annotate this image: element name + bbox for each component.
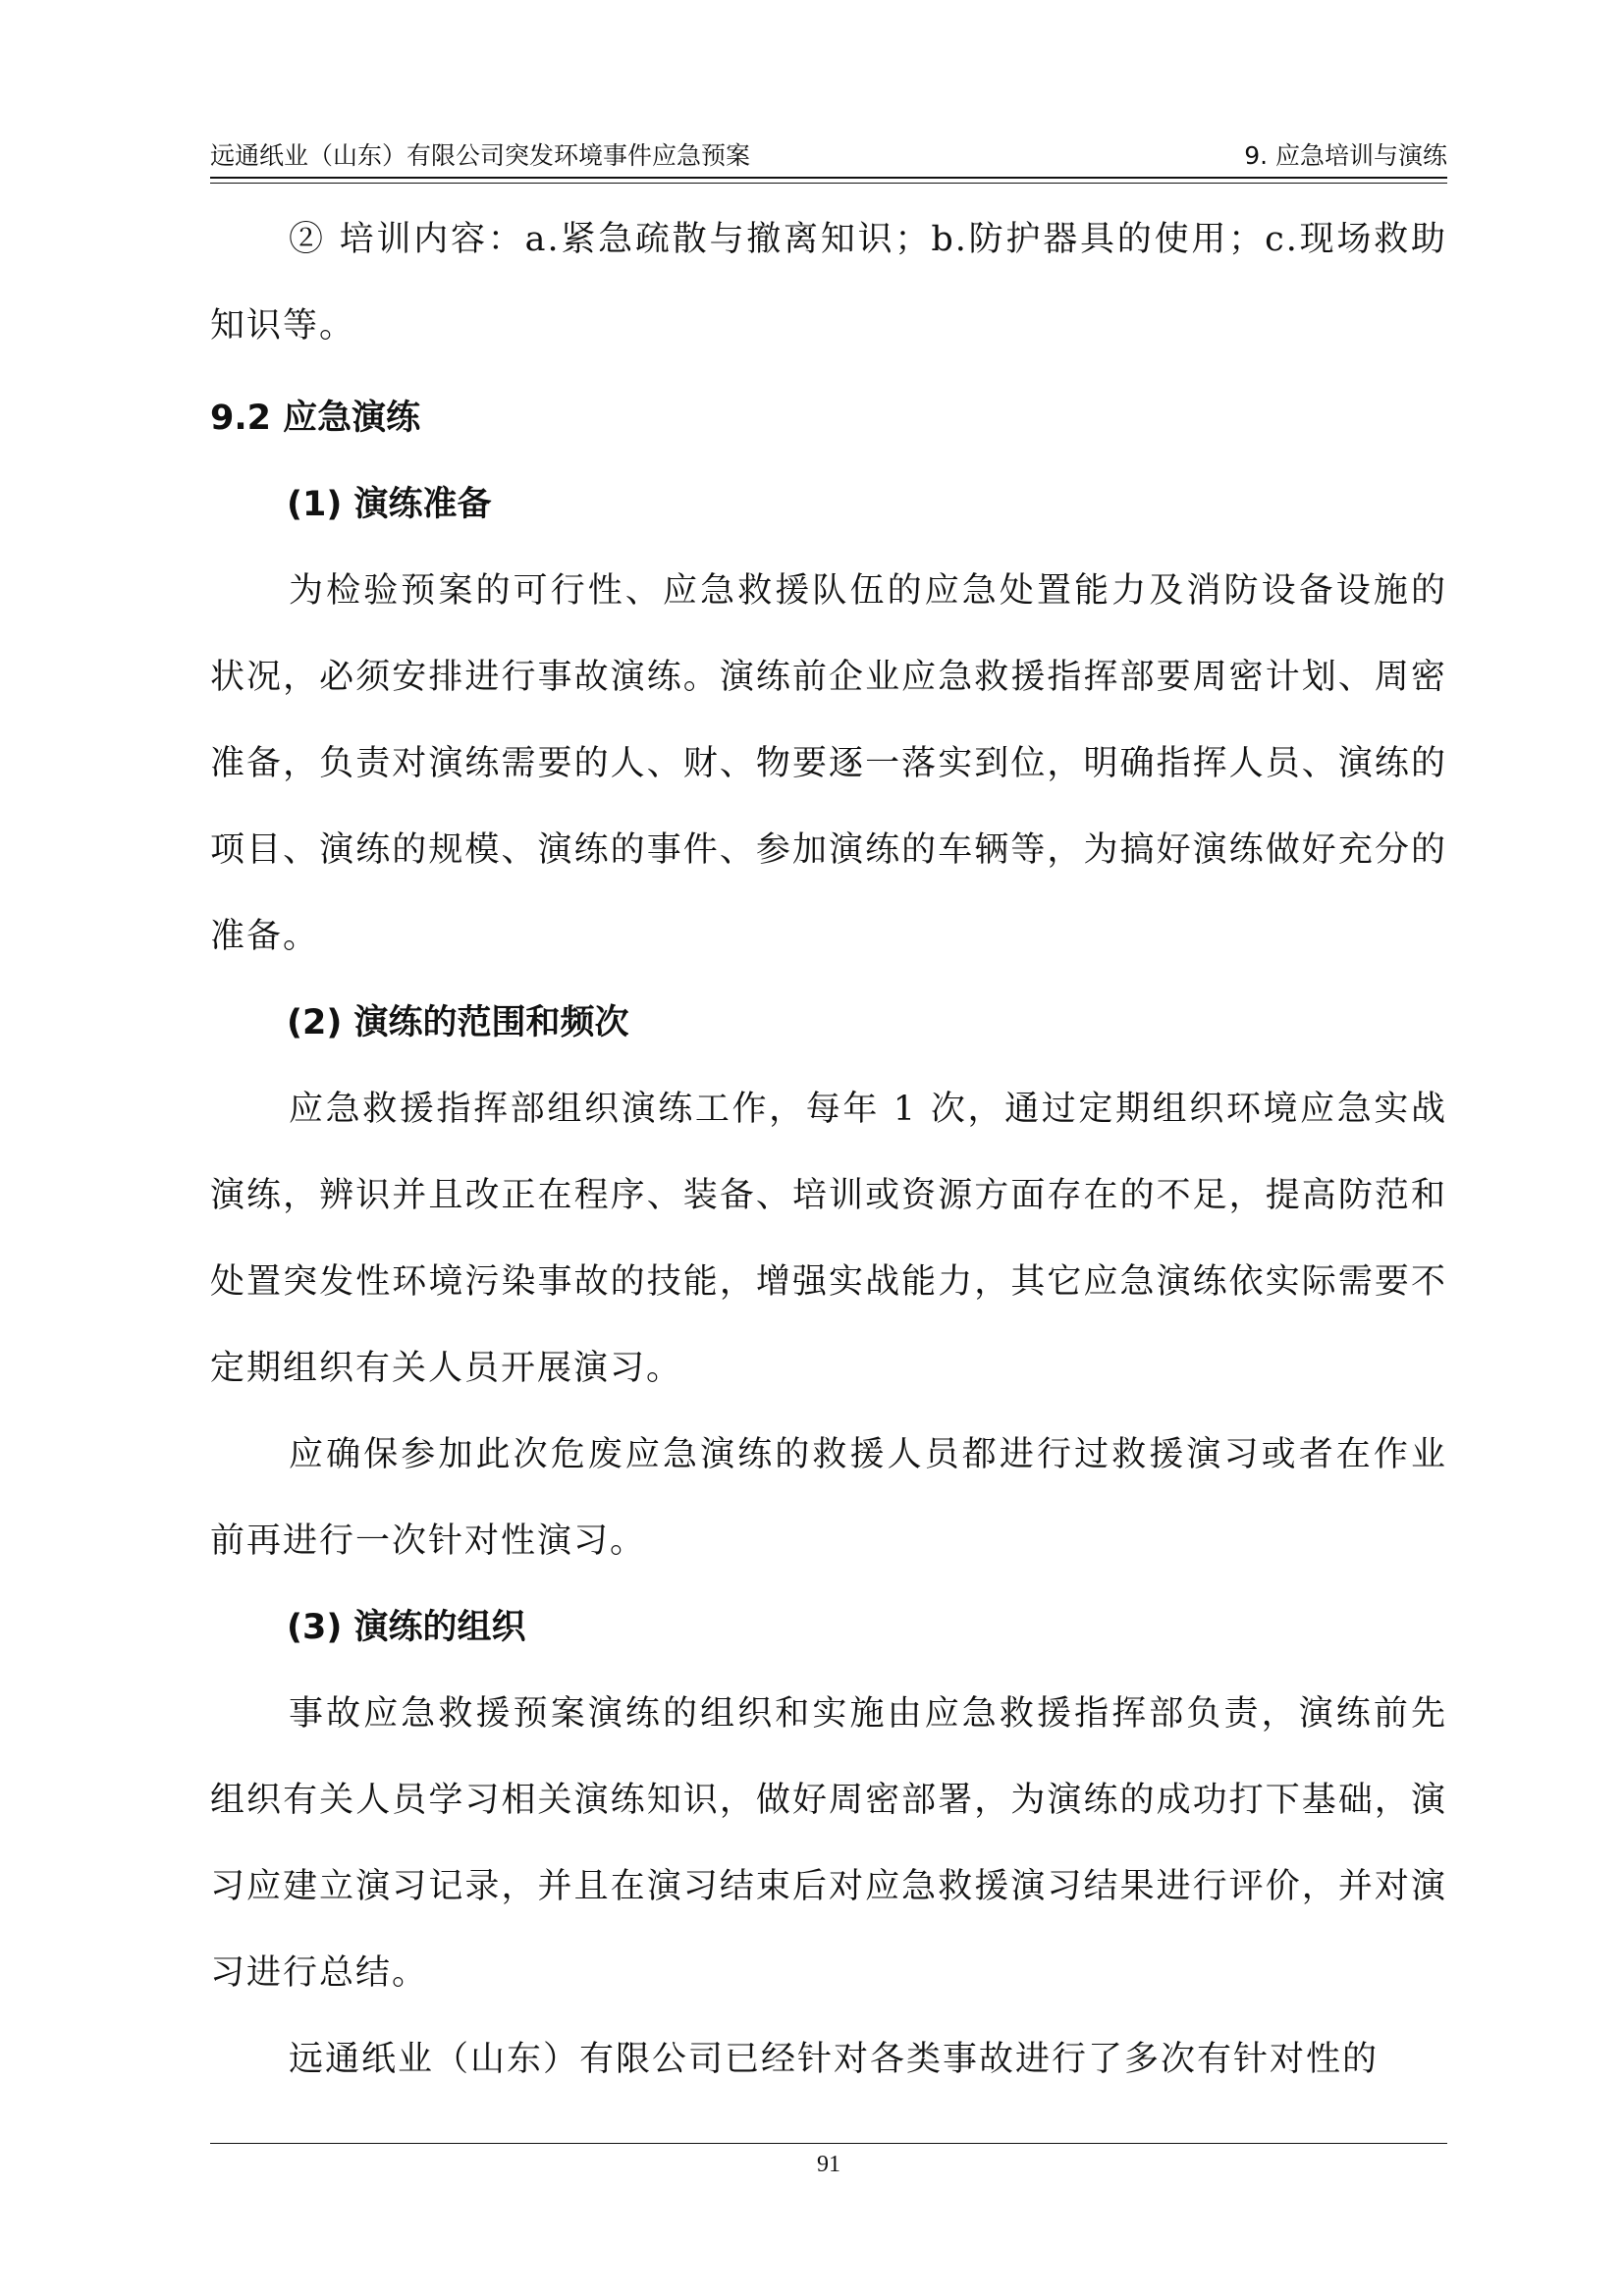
page-number: 91 xyxy=(817,2152,840,2177)
paragraph-drill-organization: 事故应急救援预案演练的组织和实施由应急救援指挥部负责，演练前先组织有关人员学习相关演练知识，做好周密部署，为演练的成功打下基础，演习应建立演习记录，并且在演习结束后对应急救援演习结果进行评价，并对演习进行总结。 xyxy=(210,1694,1447,1993)
subheading-drill-preparation: (1) 演练准备 xyxy=(287,485,492,524)
header-rule xyxy=(210,177,1447,179)
paragraph-training-content: ② 培训内容：a.紧急疏散与撤离知识；b.防护器具的使用；c.现场救助知识等。 xyxy=(210,220,1447,346)
subheading-drill-scope-frequency: (2) 演练的范围和频次 xyxy=(287,1003,629,1042)
paragraph-drill-personnel: 应确保参加此次危废应急演练的救援人员都进行过救援演习或者在作业前再进行一次针对性演习。 xyxy=(210,1435,1447,1561)
paragraph-drill-preparation: 为检验预案的可行性、应急救援队伍的应急处置能力及消防设备设施的状况，必须安排进行事故演练。演练前企业应急救援指挥部要周密计划、周密准备，负责对演练需要的人、财、物要逐一落实到位，明确指挥人员、演练的项目、演练的规模、演练的事件、参加演练的车辆等，为搞好演练做好充分的准备。 xyxy=(210,571,1447,956)
header-chapter-title: 9. 应急培训与演练 xyxy=(1244,141,1447,170)
subheading-drill-organization: (3) 演练的组织 xyxy=(287,1608,526,1647)
page-header xyxy=(210,135,1447,177)
section-heading-emergency-drill: 9.2 应急演练 xyxy=(210,399,421,438)
page-content xyxy=(210,196,1447,2103)
header-rule-thin xyxy=(210,183,1447,184)
footer-rule xyxy=(210,2143,1447,2144)
paragraph-drill-scope: 应急救援指挥部组织演练工作，每年 1 次，通过定期组织环境应急实战演练，辨识并且改正在程序、装备、培训或资源方面存在的不足，提高防范和处置突发性环境污染事故的技能，增强实战能力，其它应急演练依实际需要不定期组织有关人员开展演习。 xyxy=(210,1090,1447,1388)
header-document-title: 远通纸业（山东）有限公司突发环境事件应急预案 xyxy=(210,141,751,170)
paragraph-company-drills: 远通纸业（山东）有限公司已经针对各类事故进行了多次有针对性的 xyxy=(289,2040,1380,2079)
